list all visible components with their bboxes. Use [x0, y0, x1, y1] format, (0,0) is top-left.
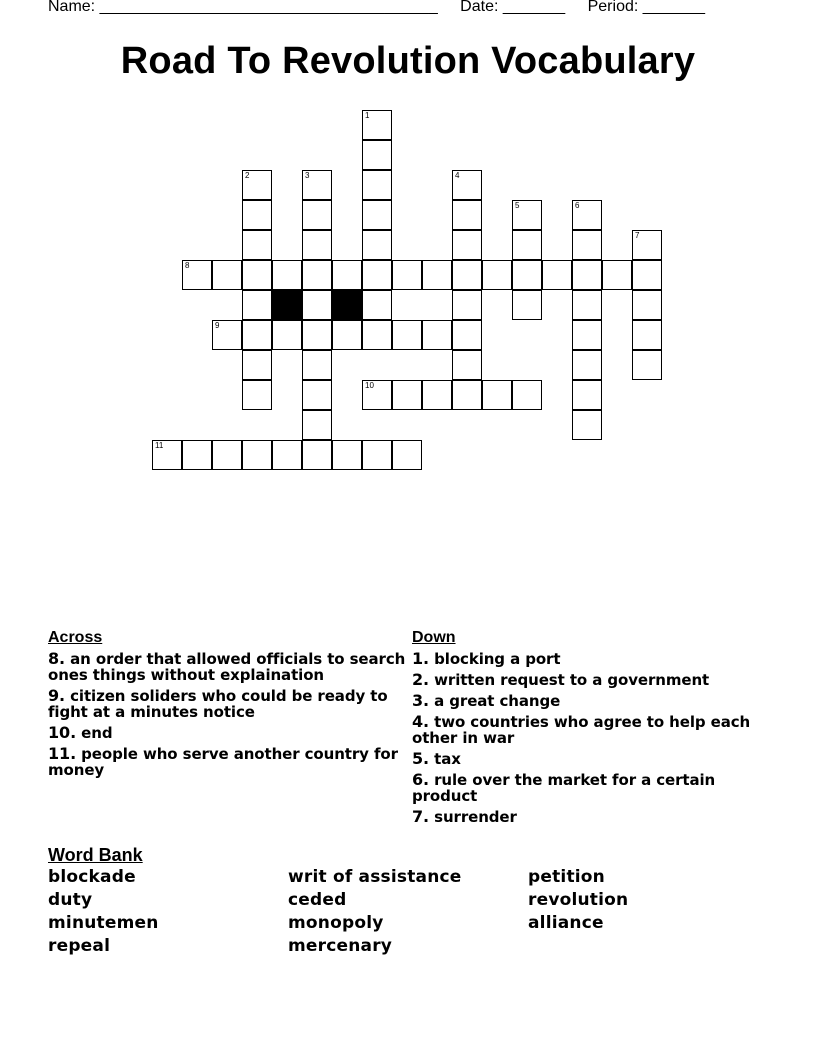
grid-cell[interactable]	[362, 320, 392, 350]
word-bank-item: petition	[528, 867, 605, 887]
down-clue	[412, 714, 772, 746]
across-clue	[48, 688, 408, 720]
grid-cell[interactable]	[422, 260, 452, 290]
grid-cell[interactable]	[512, 200, 542, 230]
grid-cell[interactable]	[362, 110, 392, 140]
grid-cell[interactable]	[512, 260, 542, 290]
grid-cell[interactable]	[482, 260, 512, 290]
grid-cell[interactable]	[272, 440, 302, 470]
grid-cell[interactable]	[152, 440, 182, 470]
clue-number: 3	[305, 171, 310, 180]
grid-cell[interactable]	[242, 230, 272, 260]
grid-cell[interactable]	[572, 350, 602, 380]
grid-cell[interactable]	[242, 440, 272, 470]
down-clue	[412, 809, 772, 825]
grid-cell[interactable]	[242, 350, 272, 380]
grid-cell[interactable]	[302, 290, 332, 320]
grid-cell[interactable]	[212, 440, 242, 470]
black-cell	[272, 290, 302, 320]
word-bank-item: blockade	[48, 867, 136, 887]
word-bank-heading: Word Bank	[48, 845, 143, 865]
black-cell	[332, 290, 362, 320]
grid-cell[interactable]	[452, 230, 482, 260]
grid-cell[interactable]	[512, 230, 542, 260]
across-clue	[48, 725, 408, 741]
grid-cell[interactable]	[632, 260, 662, 290]
grid-cell[interactable]	[422, 320, 452, 350]
grid-cell[interactable]	[452, 260, 482, 290]
word-bank-item: revolution	[528, 890, 629, 910]
date-field[interactable]: Date: _______	[460, 0, 566, 15]
clue-number: 3.	[412, 691, 430, 710]
grid-cell[interactable]	[362, 290, 392, 320]
grid-cell[interactable]	[422, 380, 452, 410]
grid-cell[interactable]	[362, 440, 392, 470]
clue-text: surrender	[429, 808, 517, 826]
across-clue	[48, 651, 408, 683]
grid-cell[interactable]	[572, 260, 602, 290]
crossword-grid	[0, 0, 816, 480]
period-field[interactable]: Period: _______	[587, 0, 706, 15]
grid-cell[interactable]	[572, 410, 602, 440]
grid-cell[interactable]	[212, 320, 242, 350]
grid-cell[interactable]	[302, 170, 332, 200]
clue-number: 6	[575, 201, 580, 210]
grid-cell[interactable]	[302, 380, 332, 410]
grid-cell[interactable]	[302, 350, 332, 380]
word-bank-item: ceded	[288, 890, 347, 910]
clue-text: a great change	[429, 692, 561, 710]
grid-cell[interactable]	[452, 200, 482, 230]
clue-text: an order that allowed officials to search ones things without explaination	[48, 650, 406, 684]
down-clue	[412, 651, 772, 667]
grid-cell[interactable]	[242, 260, 272, 290]
grid-cell[interactable]	[302, 260, 332, 290]
across-heading: Across	[48, 629, 103, 646]
across-clues	[48, 629, 408, 783]
grid-cell[interactable]	[572, 380, 602, 410]
grid-cell[interactable]	[362, 200, 392, 230]
grid-cell[interactable]	[362, 140, 392, 170]
grid-cell[interactable]	[572, 320, 602, 350]
clue-text: two countries who agree to help each other in war	[412, 713, 751, 747]
grid-cell[interactable]	[452, 170, 482, 200]
clue-number: 9	[215, 321, 220, 330]
grid-cell[interactable]	[242, 320, 272, 350]
clue-number: 9.	[48, 686, 66, 705]
grid-cell[interactable]	[572, 290, 602, 320]
grid-cell[interactable]	[302, 440, 332, 470]
grid-cell[interactable]	[392, 440, 422, 470]
grid-cell[interactable]	[452, 380, 482, 410]
grid-cell[interactable]	[362, 170, 392, 200]
clue-text: rule over the market for a certain product	[412, 771, 716, 805]
grid-cell[interactable]	[572, 230, 602, 260]
grid-cell[interactable]	[632, 350, 662, 380]
word-bank-item: mercenary	[288, 936, 393, 956]
clue-number: 4	[455, 171, 460, 180]
grid-cell[interactable]	[452, 290, 482, 320]
grid-cell[interactable]	[392, 380, 422, 410]
word-bank-item: monopoly	[288, 913, 384, 933]
clue-number: 5	[515, 201, 520, 210]
grid-cell[interactable]	[452, 350, 482, 380]
down-clue	[412, 772, 772, 804]
clue-number: 5.	[412, 749, 430, 768]
grid-cell[interactable]	[242, 170, 272, 200]
grid-cell[interactable]	[272, 320, 302, 350]
grid-cell[interactable]	[182, 440, 212, 470]
grid-cell[interactable]	[362, 260, 392, 290]
clue-number: 10.	[48, 723, 77, 742]
grid-cell[interactable]	[362, 230, 392, 260]
clue-text: blocking a port	[429, 650, 561, 668]
grid-cell[interactable]	[392, 260, 422, 290]
grid-cell[interactable]	[302, 320, 332, 350]
clue-text: end	[76, 724, 113, 742]
clue-number: 10	[365, 381, 374, 390]
grid-cell[interactable]	[182, 260, 212, 290]
grid-cell[interactable]	[512, 380, 542, 410]
grid-cell[interactable]	[362, 380, 392, 410]
grid-cell[interactable]	[632, 320, 662, 350]
grid-cell[interactable]	[242, 380, 272, 410]
across-clue	[48, 746, 408, 778]
grid-cell[interactable]	[242, 200, 272, 230]
clue-number: 7	[635, 231, 640, 240]
grid-cell[interactable]	[392, 320, 422, 350]
word-bank-item: repeal	[48, 936, 111, 956]
clue-number: 1	[365, 111, 370, 120]
grid-cell[interactable]	[632, 230, 662, 260]
clue-number: 8.	[48, 649, 66, 668]
grid-cell[interactable]	[482, 380, 512, 410]
grid-cell[interactable]	[332, 440, 362, 470]
grid-cell[interactable]	[572, 200, 602, 230]
grid-cell[interactable]	[302, 230, 332, 260]
grid-cell[interactable]	[542, 260, 572, 290]
clue-number: 7.	[412, 807, 430, 826]
clue-number: 2	[245, 171, 250, 180]
word-bank-item: minutemen	[48, 913, 159, 933]
down-heading: Down	[412, 629, 456, 646]
clue-number: 11.	[48, 744, 77, 763]
clue-number: 4.	[412, 712, 430, 731]
name-field[interactable]: Name: ______________________________________	[48, 0, 438, 15]
grid-cell[interactable]	[272, 260, 302, 290]
word-bank-item: alliance	[528, 913, 604, 933]
clue-number: 2.	[412, 670, 430, 689]
clue-text: people who serve another country for money	[48, 745, 398, 779]
clue-text: citizen soliders who could be ready to fight at a minutes notice	[48, 687, 388, 721]
clue-number: 6.	[412, 770, 430, 789]
down-clues	[412, 629, 772, 830]
page-title: Road To Revolution Vocabulary	[120, 40, 696, 82]
down-clue	[412, 672, 772, 688]
grid-cell[interactable]	[332, 320, 362, 350]
clue-text: tax	[429, 750, 461, 768]
clue-number: 1.	[412, 649, 430, 668]
word-bank-item: duty	[48, 890, 93, 910]
down-clue	[412, 693, 772, 709]
grid-cell[interactable]	[302, 200, 332, 230]
clue-text: written request to a government	[429, 671, 710, 689]
grid-cell[interactable]	[242, 290, 272, 320]
clue-number: 11	[155, 441, 164, 450]
grid-cell[interactable]	[332, 260, 362, 290]
grid-cell[interactable]	[452, 320, 482, 350]
grid-cell[interactable]	[212, 260, 242, 290]
grid-cell[interactable]	[632, 290, 662, 320]
word-bank-item: writ of assistance	[288, 867, 462, 887]
grid-cell[interactable]	[512, 290, 542, 320]
clue-number: 8	[185, 261, 190, 270]
grid-cell[interactable]	[602, 260, 632, 290]
grid-cell[interactable]	[302, 410, 332, 440]
down-clue	[412, 751, 772, 767]
